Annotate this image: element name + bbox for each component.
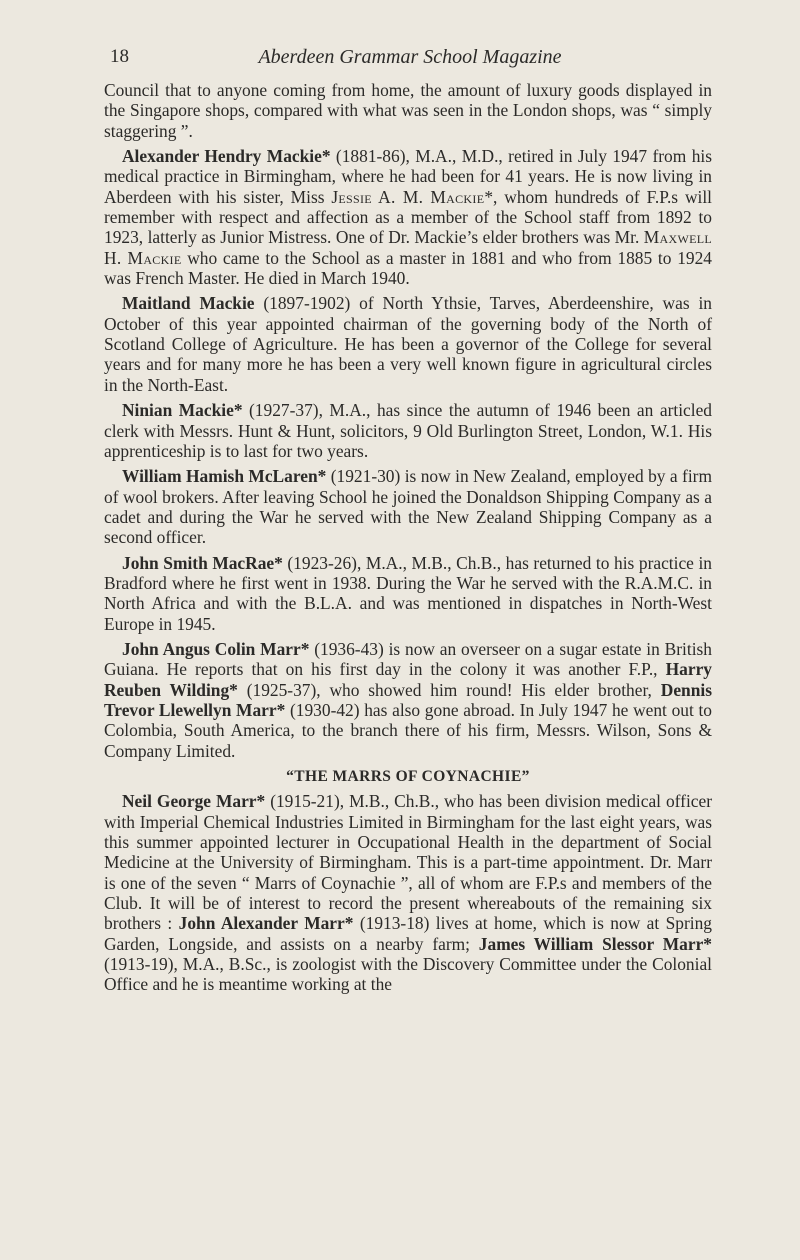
page-header	[110, 46, 710, 76]
person-name: Ninian Mackie*	[122, 400, 243, 421]
entry-john-angus-colin-marr	[104, 639, 712, 761]
entry-john-smith-macrae	[104, 553, 712, 634]
paragraph-text: (1915-21), M.B., Ch.B., who has been division medical officer with Imperial Chemical Industries Limited in Birmingham for the last eight years, was this summer appointed lecturer in Occupational Health in the department of Social Medicine at the University of Birmingham. This is a part-time appointment. Dr. Marr is one of the seven “ Marrs of Coynachie ”, all of whom are F.P.s and members of the Club. It will be of interest to record the present whereabouts of the remaining six brothers :	[104, 791, 713, 934]
person-name: Maitland Mackie	[122, 293, 255, 314]
person-name: Dennis Trevor Llewellyn Marr*	[104, 679, 712, 720]
person-name: William Hamish McLaren*	[122, 466, 327, 487]
paragraph-text: (1936-43) is now an overseer on a sugar estate in British Guiana. He reports that on his first day in the colony it was another F.P.,	[104, 638, 713, 680]
paragraph-text: (1923-26), M.A., M.B., Ch.B., has returned to his practice in Bradford where he first went in 1938. During the War he served with the R.A.M.C. in North Africa and with the B.L.A. and was mentioned in dispatches in North-West Europe in 1945.	[104, 552, 712, 634]
entry-alexander-hendry-mackie	[104, 146, 712, 288]
paragraph-text: (1913-19), M.A., B.Sc., is zoologist with the Discovery Committee under the Colonial Office and he is meantime working at the	[104, 954, 712, 995]
article-body	[104, 80, 712, 995]
paragraph-text: (1925-37), who showed him round! His elder brother,	[237, 679, 661, 700]
section-heading: “THE MARRS OF COYNACHIE”	[286, 768, 530, 785]
person-name: John Smith MacRae*	[122, 552, 283, 573]
paragraph-text: who came to the School as a master in 1881 and who from 1885 to 1924 was French Master. He died in March 1940.	[104, 247, 712, 289]
person-name: Neil George Marr*	[122, 791, 266, 812]
paragraph-text: *, whom hundreds of F.P.s will remember with respect and affection as a member of the School staff from 1892 to 1923, latterly as Junior Mistress. One of Dr. Mackie’s elder brothers was Mr.	[104, 186, 713, 248]
paragraph-text: Council that to anyone coming from home, the amount of luxury goods displayed in the Singapore shops, compared with what was seen in the London shops, was “ simply staggering ”.	[104, 80, 712, 141]
person-name-smallcaps: Jessie A. M. Mackie	[331, 186, 485, 207]
person-name: Alexander Hendry Mackie*	[122, 146, 331, 167]
entry-neil-george-marr	[104, 791, 712, 994]
page-number: 18	[110, 46, 129, 67]
person-name: James William Slessor Marr*	[478, 933, 712, 954]
paragraph-text: (1930-42) has also gone abroad. In July 1947 he went out to Colombia, South America, to the branch there of his firm, Messrs. Wilson, Sons & Company Limited.	[104, 699, 713, 761]
person-name: John Angus Colin Marr*	[122, 638, 310, 659]
paragraph-continuation	[104, 80, 712, 141]
person-name: Harry Reuben Wilding*	[104, 659, 712, 700]
paragraph-text: (1897-1902) of North Ythsie, Tarves, Aberdeenshire, was in October of this year appointed chairman of the governing body of the North of Scotland College of Agriculture. He has been a governor of the College for several years and for many more he has been a very well known figure in agricultural circles in the North-East.	[104, 293, 712, 395]
paragraph-text: (1881-86), M.A., M.D., retired in July 1947 from his medical practice in Birmingham, where he had been for 41 years. He is now living in Aberdeen with his sister, Miss	[104, 146, 712, 207]
paragraph-text: (1927-37), M.A., has since the autumn of 1946 been an articled clerk with Messrs. Hunt & Hunt, solicitors, 9 Old Burlington Street, London, W.1. His apprenticeship is to last for two years.	[104, 400, 712, 461]
running-title: Aberdeen Grammar School Magazine	[258, 46, 562, 68]
entry-ninian-mackie	[104, 400, 712, 461]
paragraph-text: (1913-18) lives at home, which is now at Spring Garden, Longside, and assists on a nearby farm;	[104, 913, 712, 954]
entry-william-hamish-mclaren	[104, 466, 712, 547]
paragraph-text: (1921-30) is now in New Zealand, employed by a firm of wool brokers. After leaving School he joined the Donaldson Shipping Company as a cadet and during the War he served with the New Zealand Shipping Company as a second officer.	[104, 466, 712, 548]
person-name: John Alexander Marr*	[178, 913, 354, 934]
entry-maitland-mackie	[104, 293, 712, 395]
person-name-smallcaps: Maxwell H. Mackie	[104, 227, 712, 268]
